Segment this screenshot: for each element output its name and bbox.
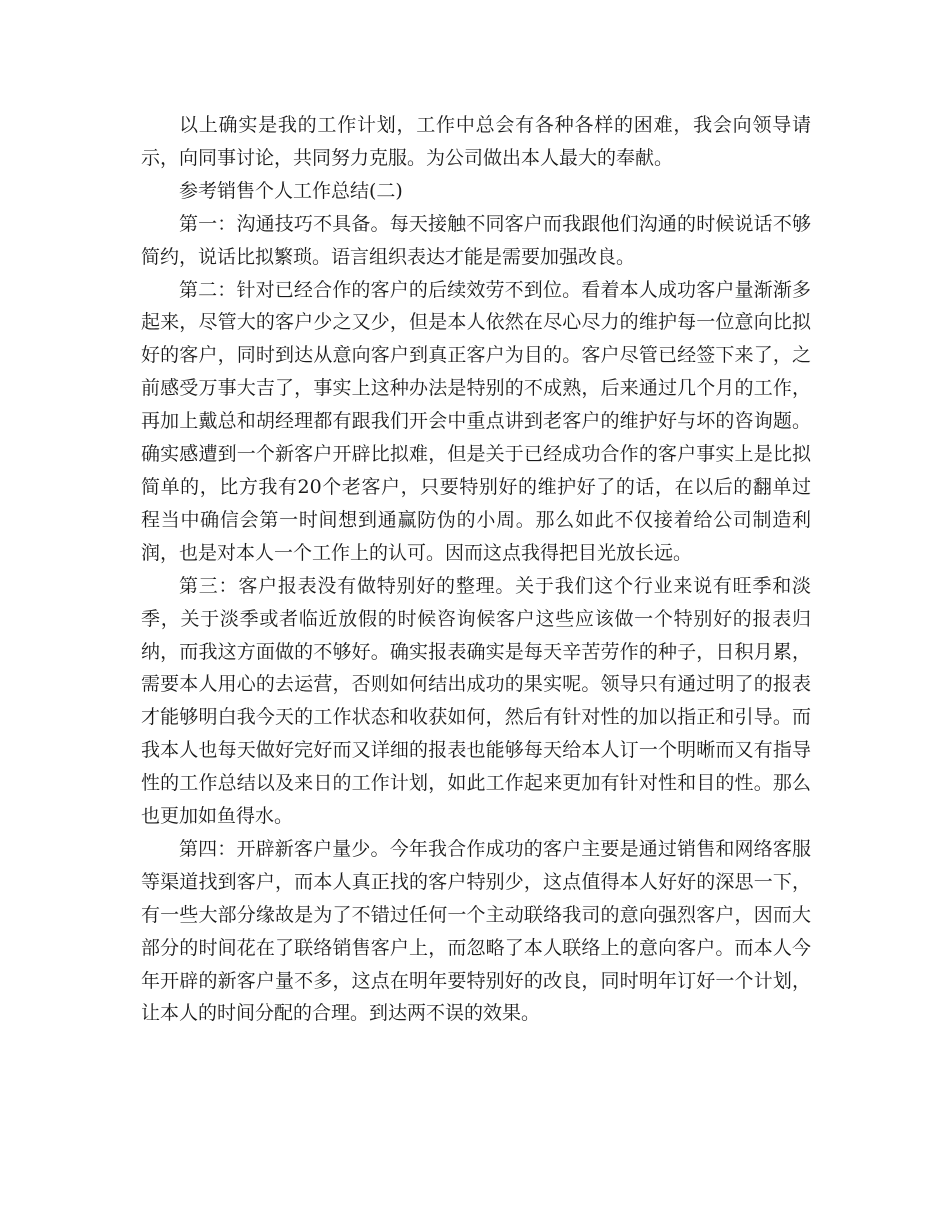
paragraph-point-2: 第二：针对已经合作的客户的后续效劳不到位。看着本人成功客户量渐渐多起来，尽管大的客户少之又少，但是本人依然在尽心尽力的维护每一位意向比拟好的客户，同时到达从意向客户到真正客户为目的。客户尽管已经签下来了，之前感受万事大吉了，事实上这种办法是特别的不成熟，后来通过几个月的工作，再加上戴总和胡经理都有跟我们开会中重点讲到老客户的维护好与坏的咨询题。确实感遭到一个新客户开辟比拟难，但是关于已经成功合作的客户事实上是比拟简单的，比方我有20个老客户，只要特别好的维护好了的话，在以后的翻单过程当中确信会第一时间想到通赢防伪的小周。那么如此不仅接着给公司制造利润，也是对本人一个工作上的认可。因而这点我得把目光放长远。 [141,278,811,564]
document-body [141,109,811,1030]
paragraph-closing: 以上确实是我的工作计划，工作中总会有各种各样的困难，我会向领导请示，向同事讨论，共同努力克服。为公司做出本人最大的奉献。 [141,114,811,169]
paragraph-point-1: 第一：沟通技巧不具备。每天接触不同客户而我跟他们沟通的时候说话不够简约，说话比拟繁琐。语言组织表达才能是需要加强改良。 [141,212,811,268]
paragraph-point-4: 第四：开辟新客户量少。今年我合作成功的客户主要是通过销售和网络客服等渠道找到客户，而本人真正找的客户特别少，这点值得本人好好的深思一下，有一些大部分缘故是为了不错过任何一个主动联络我司的意向强烈客户，因而大部分的时间花在了联络销售客户上，而忽略了本人联络上的意向客户。而本人今年开辟的新客户量不多，这点在明年要特别好的改良，同时明年订好一个计划，让本人的时间分配的合理。到达两不误的效果。 [141,837,811,1025]
paragraph-point-3: 第三：客户报表没有做特别好的整理。关于我们这个行业来说有旺季和淡季，关于淡季或者临近放假的时候咨询候客户这些应该做一个特别好的报表归纳，而我这方面做的不够好。确实报表确实是每天辛苦劳作的种子，日积月累，需要本人用心的去运营，否则如何结出成功的果实呢。领导只有通过明了的报表才能够明白我今天的工作状态和收获如何，然后有针对性的加以指正和引导。而我本人也每天做好完好而又详细的报表也能够每天给本人订一个明晰而又有指导性的工作总结以及来日的工作计划，如此工作起来更加有针对性和目的性。那么也更加如鱼得水。 [141,574,811,828]
section-heading: 参考销售个人工作总结(二) [179,179,403,202]
